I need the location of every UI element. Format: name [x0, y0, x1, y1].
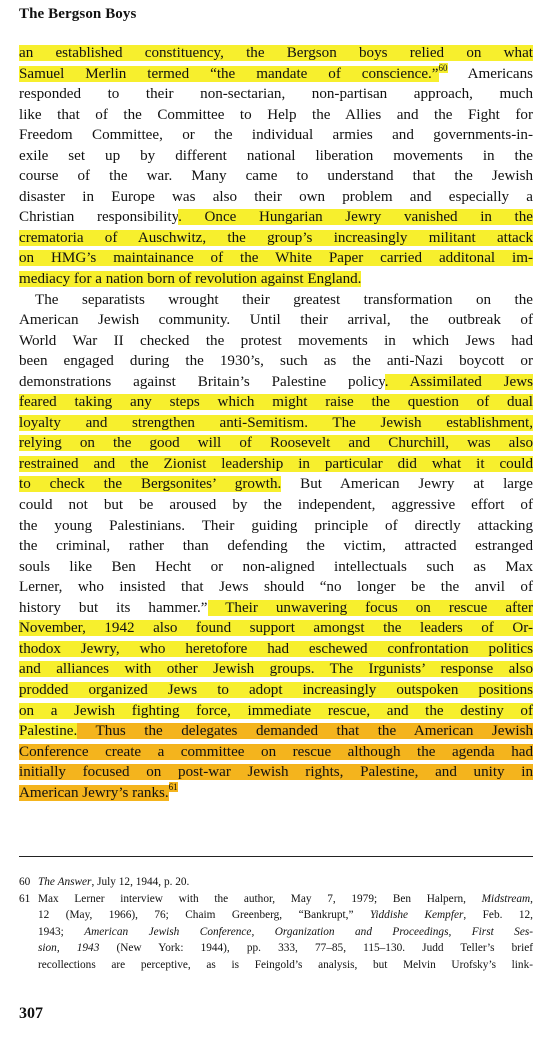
footnote-text: Max Lerner interview with the author, May 7, 1979; Ben Halpern,: [38, 892, 482, 905]
highlighted-text: . Assimilated Jews: [384, 373, 533, 390]
text-line: [19, 618, 533, 639]
highlighted-text: an established constituency, the Bergson boys relied on what: [19, 45, 533, 61]
footnote-text: , July 12, 1944, p. 20.: [91, 876, 190, 888]
highlighted-text: November, 1942 also found support amongst the leaders of Or-: [19, 620, 533, 637]
text-line: [19, 43, 533, 64]
text-line: [19, 598, 533, 619]
text-segment: But American Jewry at large: [281, 476, 533, 493]
text-line: [19, 269, 533, 290]
text-segment: World War II checked the protest movements in which Jews had: [19, 332, 533, 349]
text-segment: the criminal, rather than defending the victim, attracted estranged: [19, 538, 533, 555]
text-segment: course of the war. Many came to understand that the Jewish: [19, 168, 533, 185]
text-line: [19, 64, 533, 85]
text-line: [19, 557, 533, 578]
highlighted-text: prodded organized Jews to adopt increasingly outspoken positions: [19, 681, 533, 698]
text-segment: Americans: [447, 65, 533, 82]
highlighted-text: on a Jewish fighting force, immediate rescue, and the destiny of: [19, 702, 533, 719]
text-line: [19, 392, 533, 413]
text-segment: exile set up by different national liberation movements in the: [19, 147, 533, 164]
text-line: [19, 228, 533, 249]
text-segment: American Jewish community. Until their arrival, the outbreak of: [19, 312, 533, 329]
text-segment: history but its hammer.”: [19, 599, 208, 616]
text-line: [19, 290, 533, 311]
footnote-ref: 61: [168, 781, 178, 792]
text-segment: Lerner, who insisted that Jews should “no longer be the anvil of: [19, 579, 533, 596]
text-line: [19, 721, 533, 742]
italic-title: Midstream: [481, 892, 531, 905]
italic-title: The Answer: [38, 876, 92, 888]
footnote-line: [19, 957, 533, 974]
highlighted-text: thodox Jewry, who heretofore had eschewed confrontation politics: [19, 640, 533, 657]
text-line: [19, 187, 533, 208]
body-text: [19, 43, 533, 803]
highlighted-text: restrained and the Zionist leadership in particular did what it could: [19, 455, 533, 472]
footnote-line: [19, 940, 533, 957]
text-line: [19, 783, 533, 804]
text-segment: responded to their non-sectarian, non-partisan approach, much: [19, 86, 533, 103]
text-line: [19, 659, 533, 680]
text-line: [19, 248, 533, 269]
running-head: The Bergson Boys: [19, 6, 137, 22]
text-line: [19, 433, 533, 454]
italic-title: Yiddishe Kempfer: [369, 909, 464, 922]
text-line: [19, 166, 533, 187]
highlighted-text: . Once Hungarian Jewry vanished in the: [178, 209, 533, 226]
text-segment: like that of the Committee to Help the Allies and the Fight for: [19, 106, 533, 123]
text-line: [19, 207, 533, 228]
footnote-text: recollections are perceptive, as is Feingold’s analysis, but Melvin Urofsky’s link-: [38, 958, 533, 971]
highlighted-text: on HMG’s maintainance of the White Paper carried additonal im-: [19, 250, 533, 267]
highlighted-text: Conference create a committee on rescue although the agenda had: [19, 743, 533, 760]
footnote-text: , Feb. 12,: [463, 909, 533, 922]
footnote-number: 60: [19, 876, 31, 888]
text-line: [19, 310, 533, 331]
text-segment: souls like Ben Hecht or non-aligned intellectuals such as Max: [19, 558, 533, 575]
text-line: [19, 474, 533, 495]
highlighted-text: loyalty and strengthen anti-Semitism. The Jewish establishment,: [19, 414, 533, 431]
text-line: [19, 577, 533, 598]
text-segment: could not but be aroused by the independent, aggressive effort of: [19, 497, 533, 514]
highlighted-text: to check the Bergsonites’ growth.: [19, 476, 282, 493]
footnote-ref: 60: [438, 62, 448, 73]
text-line: [19, 413, 533, 434]
footnote-line: [19, 907, 533, 924]
footnote-line: [19, 874, 533, 891]
text-segment: demonstrations against Britain’s Palestine policy: [19, 373, 385, 390]
highlighted-text: and alliances with other Jewish groups.: [19, 661, 315, 678]
text-line: [19, 372, 533, 393]
highlighted-text: American Jewry’s ranks.: [19, 784, 169, 801]
text-line: [19, 742, 533, 763]
footnote-text: (New York: 1944), pp. 333, 77–85, 115–130. Judd Teller’s brief: [99, 942, 533, 955]
text-line: [19, 84, 533, 105]
text-line: [19, 762, 533, 783]
footnote-number: 61: [19, 892, 31, 905]
text-line: [19, 454, 533, 475]
highlighted-text: relying on the good will of Roosevelt and Churchill, was also: [19, 435, 533, 452]
highlighted-text: The Irgunists’ response also: [314, 661, 533, 678]
footnote-line: [19, 924, 533, 941]
text-line: [19, 146, 533, 167]
page-number: 307: [19, 1005, 43, 1022]
highlighted-text: feared taking any steps which might raise the question of dual: [19, 394, 533, 411]
text-line: [19, 516, 533, 537]
highlighted-text: Thus the delegates demanded that the American Jewish: [77, 723, 533, 740]
text-line: [19, 331, 533, 352]
footnotes: [19, 874, 533, 974]
italic-title: sion, 1943: [38, 942, 100, 955]
highlighted-text: Samuel Merlin termed “the mandate of conscience.”: [19, 65, 439, 82]
text-line: [19, 495, 533, 516]
footnote-line: [19, 891, 533, 908]
text-segment: been engaged during the 1930’s, such as the anti-Nazi boycott or: [19, 353, 533, 370]
text-line: [19, 536, 533, 557]
text-segment: The separatists wrought their greatest transformation on the: [35, 291, 533, 308]
footnote-rule: [19, 856, 533, 857]
highlighted-text: crematoria of Auschwitz, the group’s increasingly militant attack: [19, 229, 533, 246]
highlighted-text: initially focused on post-war Jewish rights, Palestine, and unity in: [19, 764, 533, 781]
footnote-text: 12 (May, 1966), 76; Chaim Greenberg, “Bankrupt,”: [38, 909, 370, 922]
text-segment: disaster in Europe was also their own problem and especially a: [19, 188, 533, 205]
text-line: [19, 105, 533, 126]
text-segment: Christian responsibility: [19, 209, 179, 226]
text-line: [19, 701, 533, 722]
highlighted-text: Their unwavering focus on rescue after: [207, 599, 533, 616]
text-line: [19, 125, 533, 146]
footnote-text: ,: [530, 892, 533, 905]
text-line: [19, 639, 533, 660]
text-segment: Freedom Committee, or the individual armies and governments-in-: [19, 127, 533, 144]
text-line: [19, 680, 533, 701]
highlighted-text: Palestine.: [19, 723, 78, 740]
text-line: [19, 351, 533, 372]
highlighted-text: mediacy for a nation born of revolution against England.: [19, 271, 362, 288]
text-segment: the young Palestinians. Their guiding principle of directly attacking: [19, 517, 533, 534]
footnote-text: 1943;: [38, 925, 85, 938]
italic-title: American Jewish Conference, Organization and Proceedings, First Ses-: [84, 925, 534, 938]
